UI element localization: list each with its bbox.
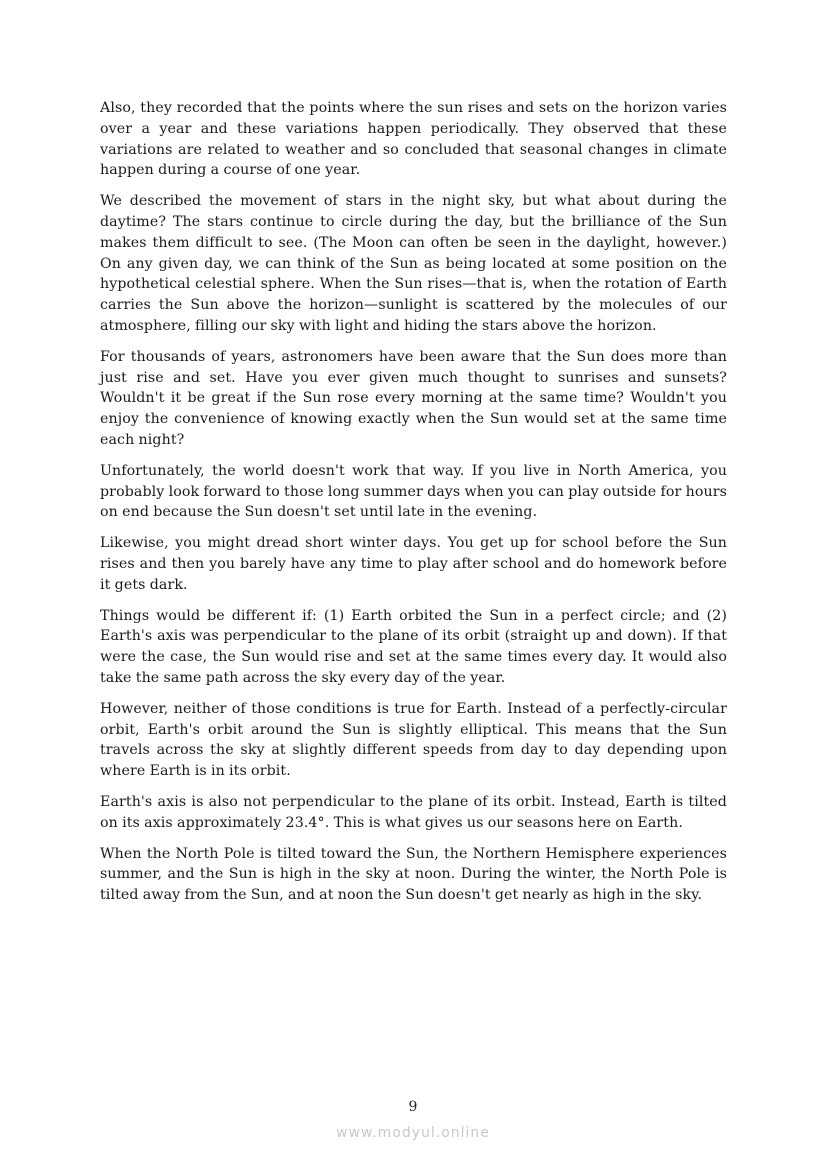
page-number: 9 [408, 1099, 418, 1115]
paragraph-2: We described the movement of stars in the night sky, but what about during the daytime? The stars continue to circle during the day, but the brilliance of the Sun makes them difficult to see. (The Moon can often be seen in the daylight, however.) On any given day, we can think of the Sun as being located at some position on the hypothetical celestial sphere. When the Sun rises—that is, when the rotation of Earth carries the Sun above the horizon—sunlight is scattered by the molecules of our atmosphere, filling our sky with light and hiding the stars above the horizon. [100, 193, 727, 334]
paragraph-7: However, neither of those conditions is true for Earth. Instead of a perfectly-circular orbit, Earth's orbit around the Sun is slightly elliptical. This means that the Sun travels across the sky at slightly different speeds from day to day depending upon where Earth is in its orbit. [100, 700, 727, 780]
paragraph-1: Also, they recorded that the points where the sun rises and sets on the horizon varies over a year and these variations happen periodically. They observed that these variations are related to weather and so concluded that seasonal changes in climate happen during a course of one year. [100, 100, 727, 179]
watermark: www.modyul.online [336, 1125, 490, 1141]
paragraph-4: Unfortunately, the world doesn't work that way. If you live in North America, you probably look forward to those long summer days when you can play outside for hours on end because the Sun doesn't set until late in the evening. [100, 462, 727, 521]
paragraph-6: Things would be different if: (1) Earth orbited the Sun in a perfect circle; and (2) Earth's axis was perpendicular to the plane of its orbit (straight up and down). If that were the case, the Sun would rise and set at the same times every day. It would also take the same path across the sky every day of the year. [100, 607, 727, 686]
paragraph-9: When the North Pole is tilted toward the Sun, the Northern Hemisphere experiences summer, and the Sun is high in the sky at noon. During the winter, the North Pole is tilted away from the Sun, and at noon the Sun doesn't get nearly as high in the sky. [100, 845, 727, 904]
paragraph-3: For thousands of years, astronomers have been aware that the Sun does more than just rise and set. Have you ever given much thought to sunrises and sunsets? Wouldn't it be great if the Sun rose every morning at the same time? Wouldn't you enjoy the convenience of knowing exactly when the Sun would set at the same time each night? [100, 348, 727, 448]
paragraph-8: Earth's axis is also not perpendicular to the plane of its orbit. Instead, Earth is tilted on its axis approximately 23.4°. This is what gives us our seasons here on Earth. [100, 793, 727, 831]
body-text [100, 98, 727, 916]
paragraph-5: Likewise, you might dread short winter days. You get up for school before the Sun rises and then you barely have any time to play after school and do homework before it gets dark. [100, 535, 727, 593]
